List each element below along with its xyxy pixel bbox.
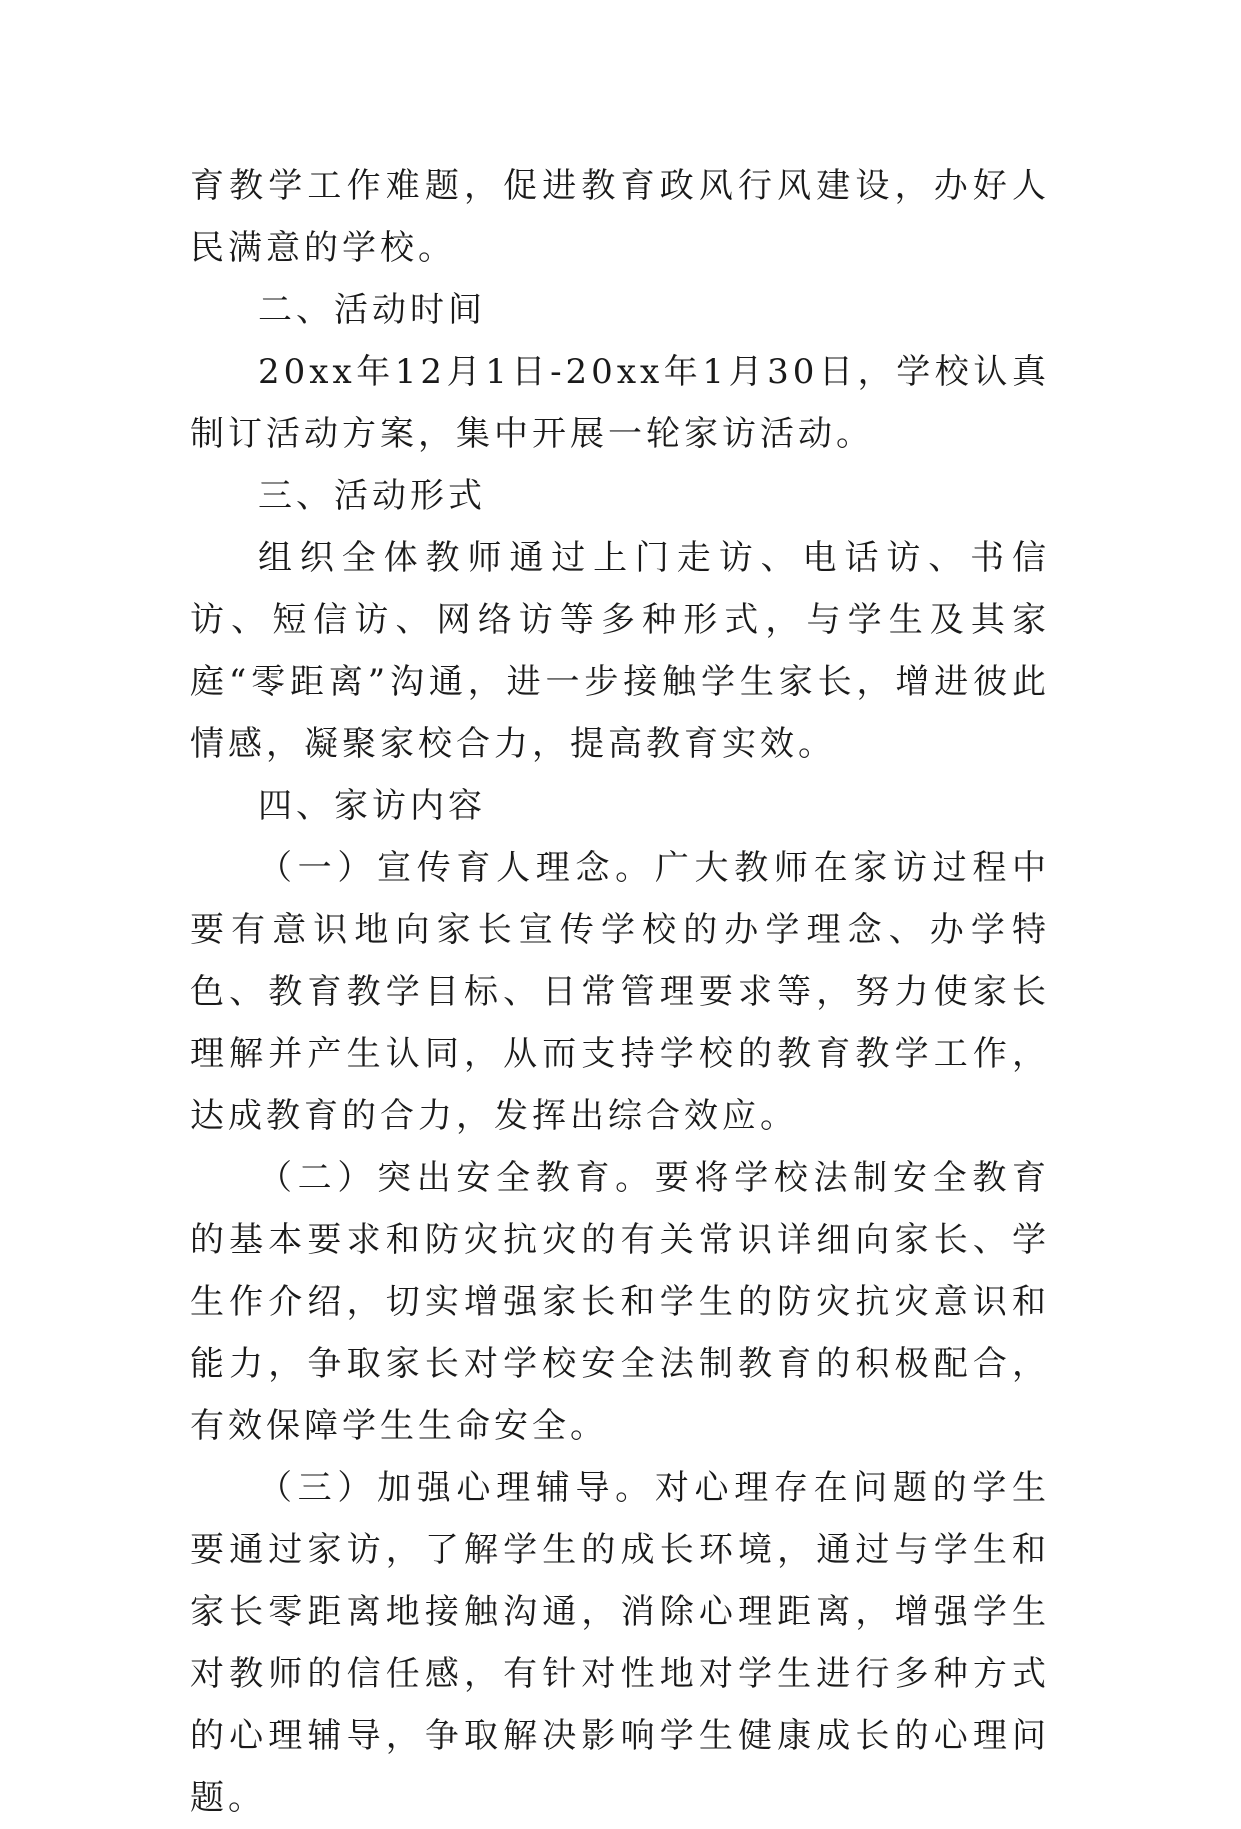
heading-activity-form: 三、活动形式: [258, 476, 486, 516]
paragraph-item-2: （二）突出安全教育。要将学校法制安全教育的基本要求和防灾抗灾的有关常识详细向家长、学生作介绍，切实增强家长和学生的防灾抗灾意识和能力，争取家长对学校安全法制教育的积极配合，有效保障学生生命安全。: [190, 1158, 1050, 1446]
paragraph-item-1: （一）宣传育人理念。广大教师在家访过程中要有意识地向家长宣传学校的办学理念、办学特色、教育教学目标、日常管理要求等，努力使家长理解并产生认同，从而支持学校的教育教学工作，达成教育的合力，发挥出综合效应。: [190, 848, 1050, 1136]
document-body: [190, 155, 1050, 1829]
heading-activity-time: 二、活动时间: [258, 290, 486, 330]
paragraph-item-3: （三）加强心理辅导。对心理存在问题的学生要通过家访，了解学生的成长环境，通过与学生和家长零距离地接触沟通，消除心理距离，增强学生对教师的信任感，有针对性地对学生进行多种方式的心理辅导，争取解决影响学生健康成长的心理问题。: [190, 1468, 1050, 1818]
paragraph-continuation: 育教学工作难题，促进教育政风行风建设，办好人民满意的学校。: [190, 166, 1050, 268]
heading-visit-content: 四、家访内容: [258, 786, 486, 826]
paragraph-activity-form: 组织全体教师通过上门走访、电话访、书信访、短信访、网络访等多种形式，与学生及其家庭“零距离”沟通，进一步接触学生家长，增进彼此情感，凝聚家校合力，提高教育实效。: [190, 538, 1050, 764]
paragraph-activity-time: 20xx年12月1日-20xx年1月30日，学校认真制订活动方案，集中开展一轮家访活动。: [190, 352, 1050, 454]
